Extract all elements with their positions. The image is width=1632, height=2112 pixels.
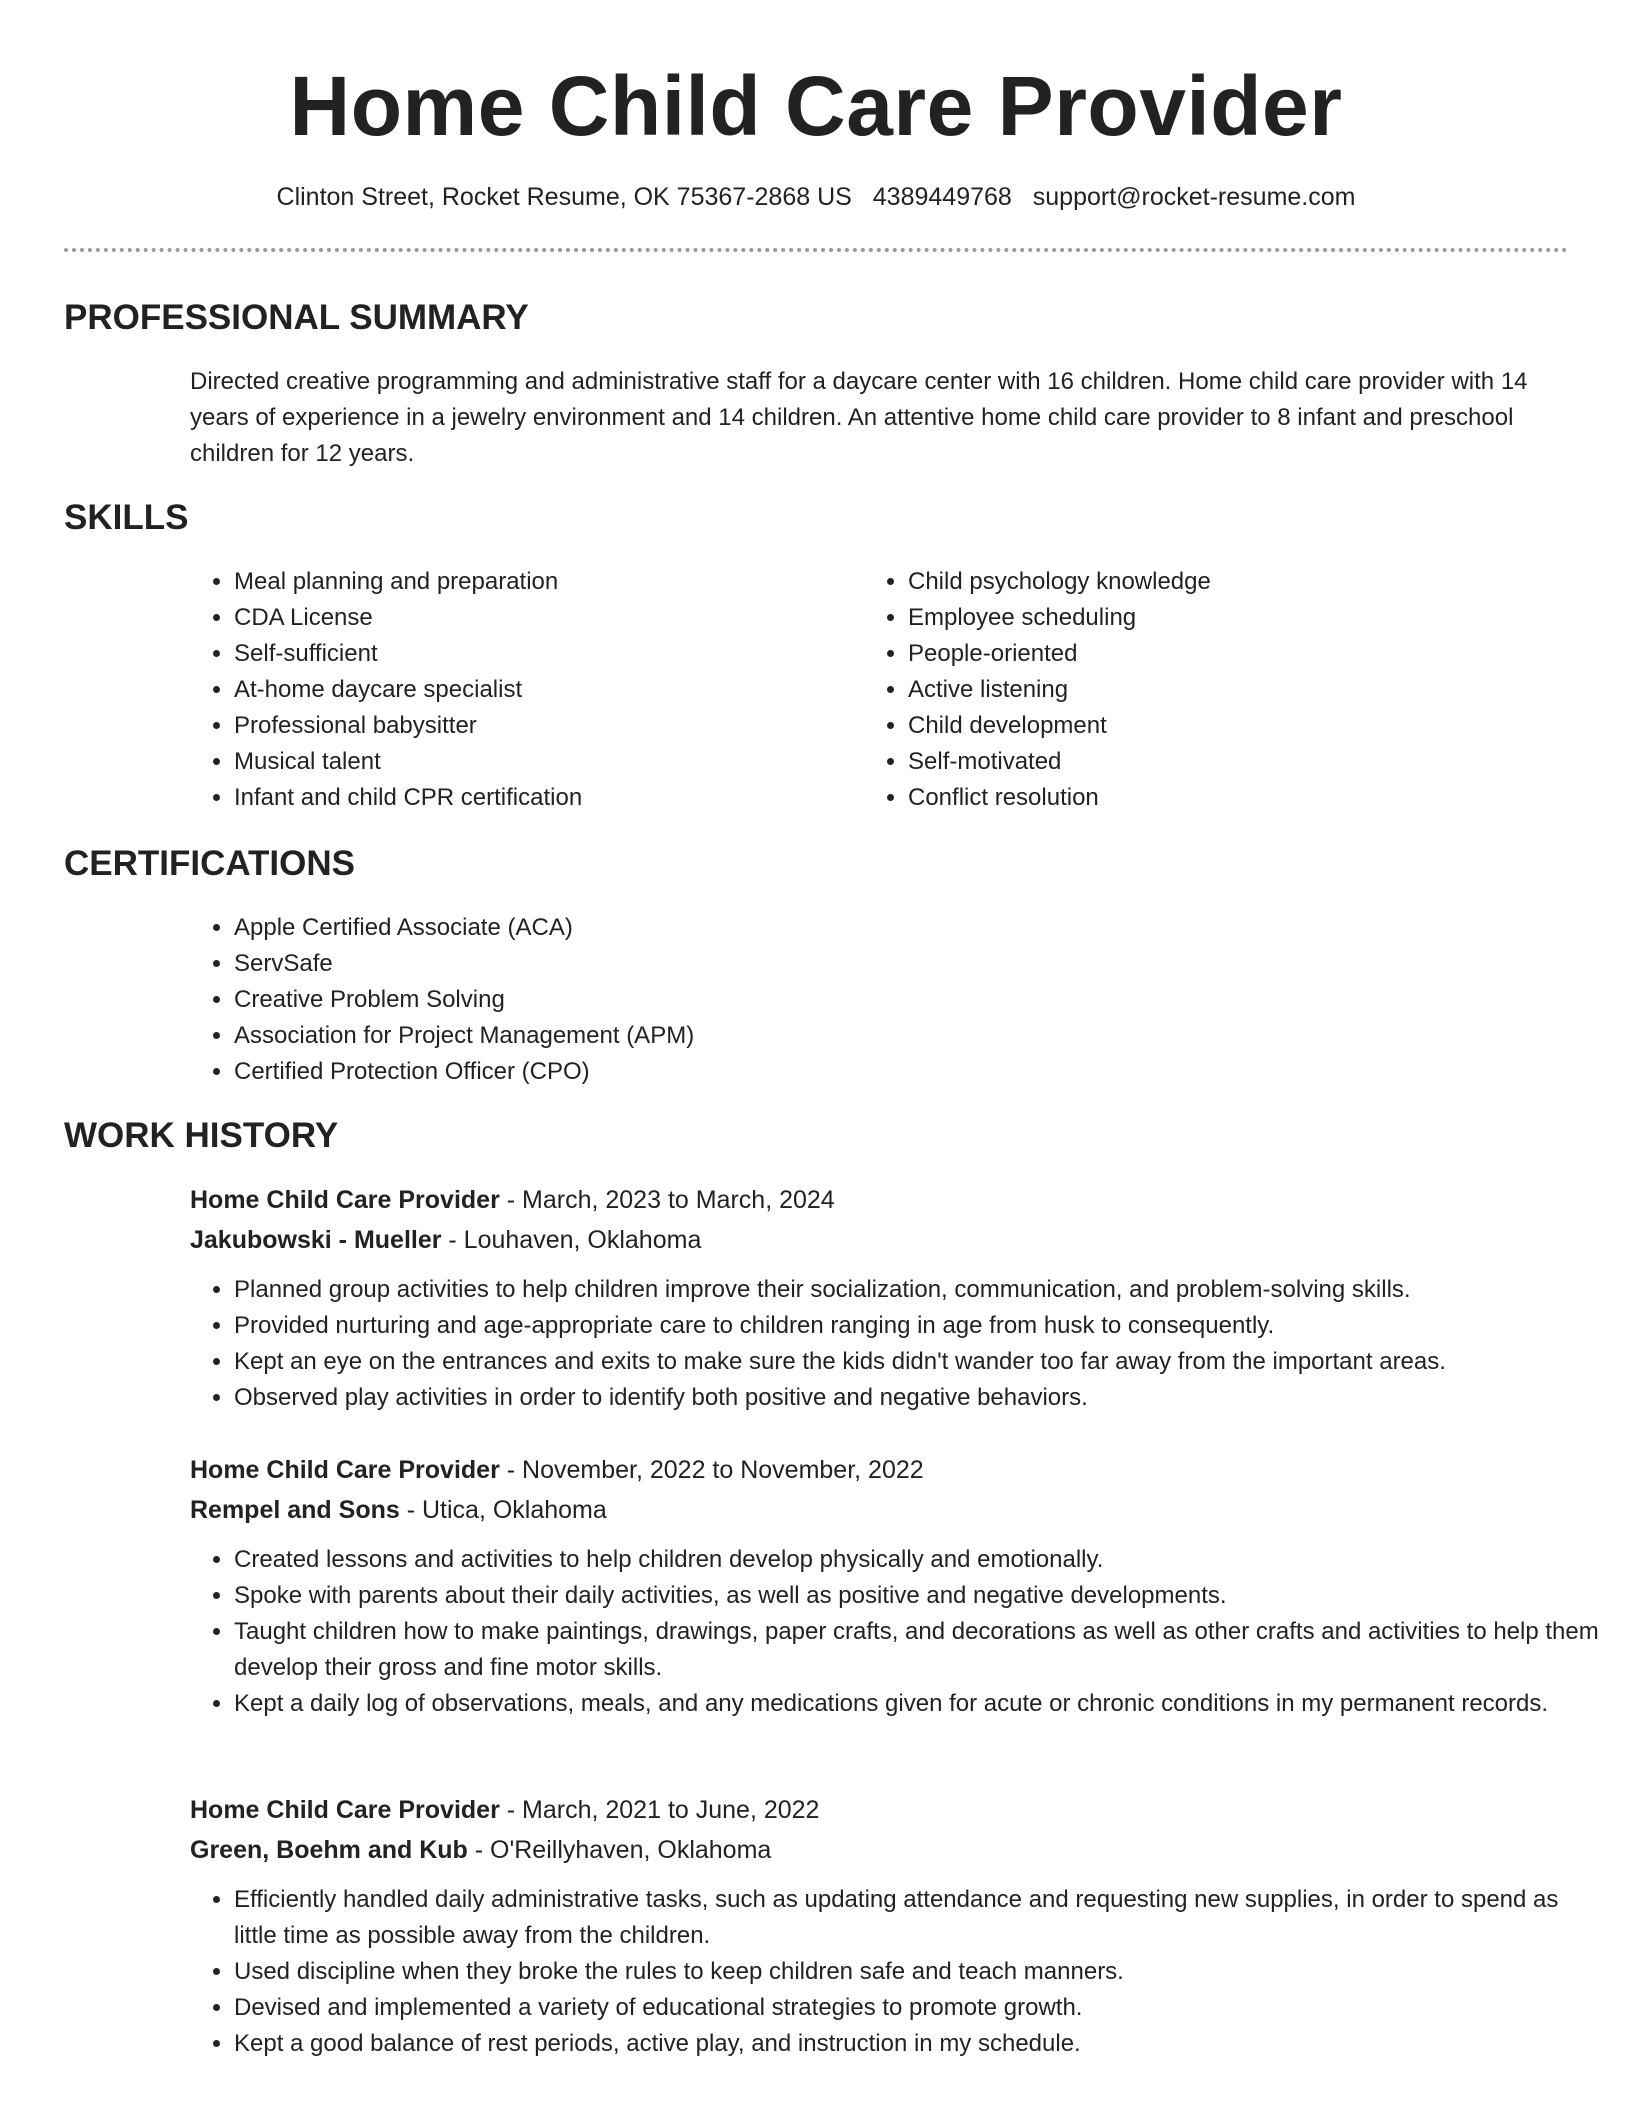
job-bullet: • Devised and implemented a variety of educational strategies to promote growth. — [234, 1990, 1604, 2026]
job-role: Home Child Care Provider — [190, 1796, 500, 1824]
job-bullet: • Kept a daily log of observations, meals, and any medications given for acute or chronic conditions in my permanent records. — [234, 1686, 1604, 1722]
job-title-line — [190, 1180, 1568, 1220]
certification-item: • Certified Protection Officer (CPO) — [234, 1054, 1568, 1090]
job-company: Green, Boehm and Kub — [190, 1836, 468, 1864]
job-company-line — [190, 1220, 1568, 1260]
skill-item: • Meal planning and preparation — [234, 564, 830, 600]
skill-item: • Child development — [908, 708, 1504, 744]
certification-item: • Association for Project Management (APM) — [234, 1018, 1568, 1054]
job-location: - Louhaven, Oklahoma — [441, 1226, 702, 1254]
skill-item: • Child psychology knowledge — [908, 564, 1504, 600]
job-bullet: • Used discipline when they broke the rules to keep children safe and teach manners. — [234, 1954, 1604, 1990]
summary-heading: PROFESSIONAL SUMMARY — [64, 298, 529, 337]
skill-item: • CDA License — [234, 600, 830, 636]
work-history-heading: WORK HISTORY — [64, 1116, 339, 1155]
job-location: - O'Reillyhaven, Oklahoma — [467, 1836, 772, 1864]
job-title-line — [190, 1790, 1568, 1830]
contact-email: support@rocket-resume.com — [1032, 183, 1356, 211]
job-bullet: • Efficiently handled daily administrative tasks, such as updating attendance and requesting new supplies, in order to spend as little time as possible away from the children. — [234, 1882, 1604, 1954]
skills-column-right — [864, 564, 1504, 816]
skill-item: • Conflict resolution — [908, 780, 1504, 816]
skill-item: • At-home daycare specialist — [234, 672, 830, 708]
job-title-line — [190, 1450, 1568, 1490]
certification-item: • Creative Problem Solving — [234, 982, 1568, 1018]
job-dates: - November, 2022 to November, 2022 — [499, 1456, 924, 1484]
summary-text: Directed creative programming and administrative staff for a daycare center with 16 children. Home child care provider with 14 years of experience in a jewelry environment and 14 children. An attentive home child care provider to 8 infant and preschool children for 12 years. — [190, 368, 1528, 467]
certification-item: • Apple Certified Associate (ACA) — [234, 910, 1568, 946]
resume-name: Home Child Care Provider — [289, 59, 1343, 153]
certifications-section — [190, 910, 1568, 1090]
job-entry — [190, 1180, 1568, 1416]
contact-address: Clinton Street, Rocket Resume, OK 75367-2868 US — [276, 183, 852, 211]
job-bullet: • Spoke with parents about their daily activities, as well as positive and negative developments. — [234, 1578, 1604, 1614]
job-role: Home Child Care Provider — [190, 1456, 500, 1484]
job-bullet: • Observed play activities in order to identify both positive and negative behaviors. — [234, 1380, 1568, 1416]
contact-phone: 4389449768 — [872, 183, 1012, 211]
job-bullet: • Created lessons and activities to help children develop physically and emotionally. — [234, 1542, 1604, 1578]
contact-line — [64, 180, 1568, 214]
skill-item: • Self-sufficient — [234, 636, 830, 672]
job-company-line — [190, 1490, 1568, 1530]
skill-item: • Employee scheduling — [908, 600, 1504, 636]
skill-item: • Infant and child CPR certification — [234, 780, 830, 816]
certification-item: • ServSafe — [234, 946, 1568, 982]
header-divider — [64, 248, 1568, 252]
job-bullets — [190, 1272, 1568, 1416]
skill-item: • Active listening — [908, 672, 1504, 708]
certifications-heading: CERTIFICATIONS — [64, 844, 356, 883]
job-bullet: • Kept a good balance of rest periods, active play, and instruction in my schedule. — [234, 2026, 1604, 2062]
job-bullet: • Planned group activities to help children improve their socialization, communication, and problem-solving skills. — [234, 1272, 1568, 1308]
job-bullet: • Taught children how to make paintings, drawings, paper crafts, and decorations as well as other crafts and activities to help them develop their gross and fine motor skills. — [234, 1614, 1604, 1686]
job-entry — [190, 1790, 1568, 2062]
job-dates: - March, 2021 to June, 2022 — [499, 1796, 820, 1824]
job-bullet: • Kept an eye on the entrances and exits to make sure the kids didn't wander too far away from the important areas. — [234, 1344, 1568, 1380]
job-bullets — [190, 1882, 1604, 2062]
skill-item: • Musical talent — [234, 744, 830, 780]
job-location: - Utica, Oklahoma — [399, 1496, 607, 1524]
summary-section — [190, 364, 1560, 472]
skill-item: • Self-motivated — [908, 744, 1504, 780]
resume-page — [64, 0, 1599, 2057]
job-dates: - March, 2023 to March, 2024 — [499, 1186, 835, 1214]
job-bullets — [190, 1542, 1604, 1722]
skill-item: • Professional babysitter — [234, 708, 830, 744]
job-bullet: • Provided nurturing and age-appropriate care to children ranging in age from husk to consequently. — [234, 1308, 1568, 1344]
skills-heading: SKILLS — [64, 498, 189, 537]
job-company-line — [190, 1830, 1568, 1870]
job-entry — [190, 1450, 1599, 1722]
skills-column-left — [190, 564, 830, 816]
job-role: Home Child Care Provider — [190, 1186, 500, 1214]
job-company: Jakubowski - Mueller — [190, 1226, 442, 1254]
skill-item: • People-oriented — [908, 636, 1504, 672]
job-company: Rempel and Sons — [190, 1496, 400, 1524]
